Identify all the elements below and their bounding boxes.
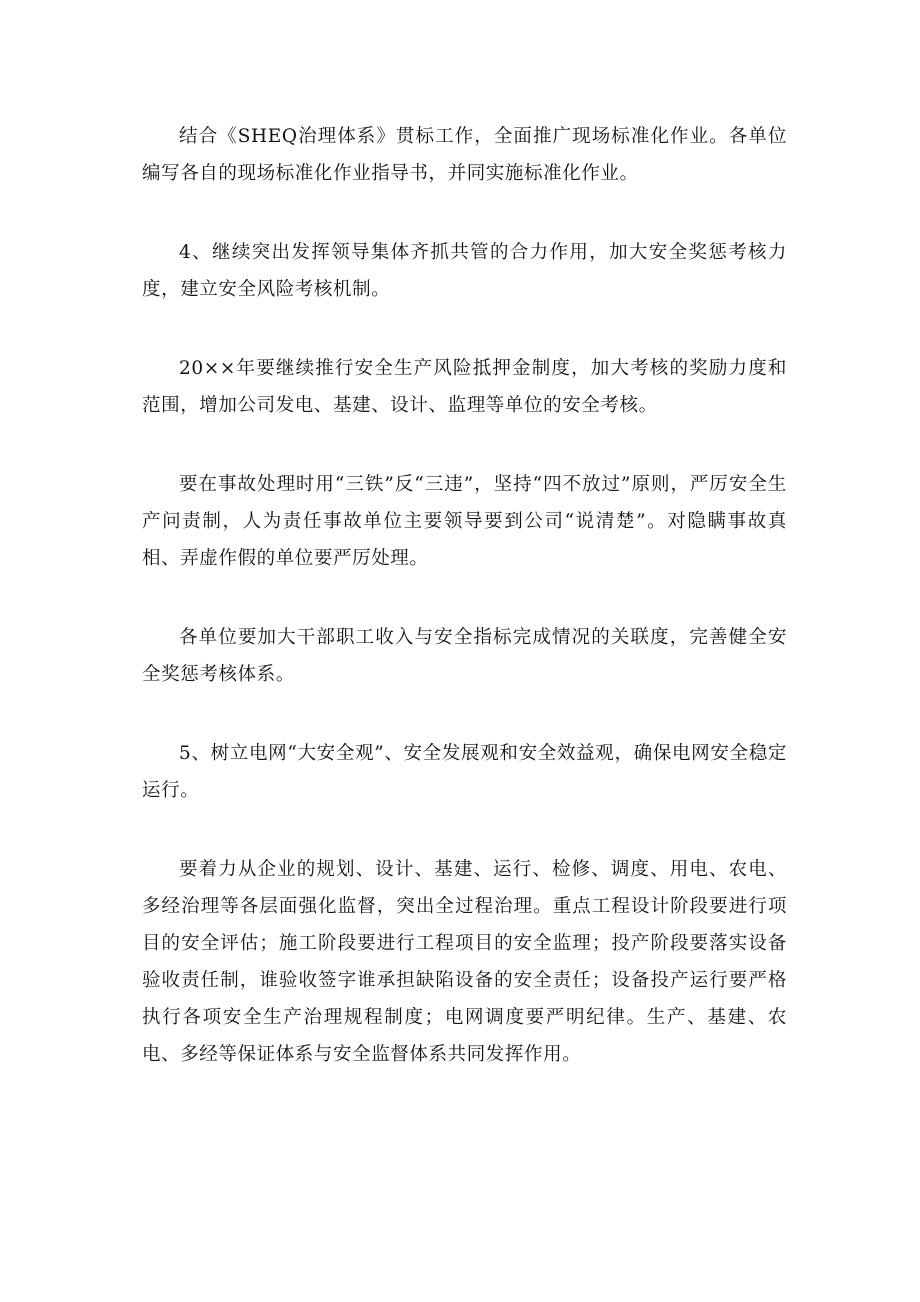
paragraph-item-4-heading: 4、继续突出发挥领导集体齐抓共管的合力作用，加大安全奖惩考核力度，建立安全风险考核机制。 bbox=[142, 242, 787, 300]
paragraph-risk-deposit: 20××年要继续推行安全生产风险抵押金制度，加大考核的奖励力度和范围，增加公司发电、基建、设计、监理等单位的安全考核。 bbox=[142, 358, 787, 416]
paragraph-sheq-standardization: 结合《SHEQ治理体系》贯标工作，全面推广现场标准化作业。各单位编写各自的现场标准化作业指导书，并同实施标准化作业。 bbox=[142, 126, 787, 184]
paragraph-item-5-heading: 5、树立电网“大安全观”、安全发展观和安全效益观，确保电网安全稳定运行。 bbox=[142, 743, 787, 801]
paragraph-income-linkage: 各单位要加大干部职工收入与安全指标完成情况的关联度，完善健全安全奖惩考核体系。 bbox=[142, 627, 787, 685]
document-body bbox=[142, 118, 787, 1073]
paragraph-accident-handling: 要在事故处理时用“三铁”反“三违”，坚持“四不放过”原则，严厉安全生产问责制，人为责任事故单位主要领导要到公司“说清楚”。对隐瞒事故真相、弄虚作假的单位要严厉处理。 bbox=[142, 474, 787, 569]
paragraph-full-process-supervision: 要着力从企业的规划、设计、基建、运行、检修、调度、用电、农电、多经治理等各层面强化监督，突出全过程治理。重点工程设计阶段要进行项目的安全评估；施工阶段要进行工程项目的安全监理；投产阶段要落实设备验收责任制，谁验收签字谁承担缺陷设备的安全责任；设备投产运行要严格执行各项安全生产治理规程制度；电网调度要严明纪律。生产、基建、农电、多经等保证体系与安全监督体系共同发挥作用。 bbox=[142, 859, 787, 1065]
